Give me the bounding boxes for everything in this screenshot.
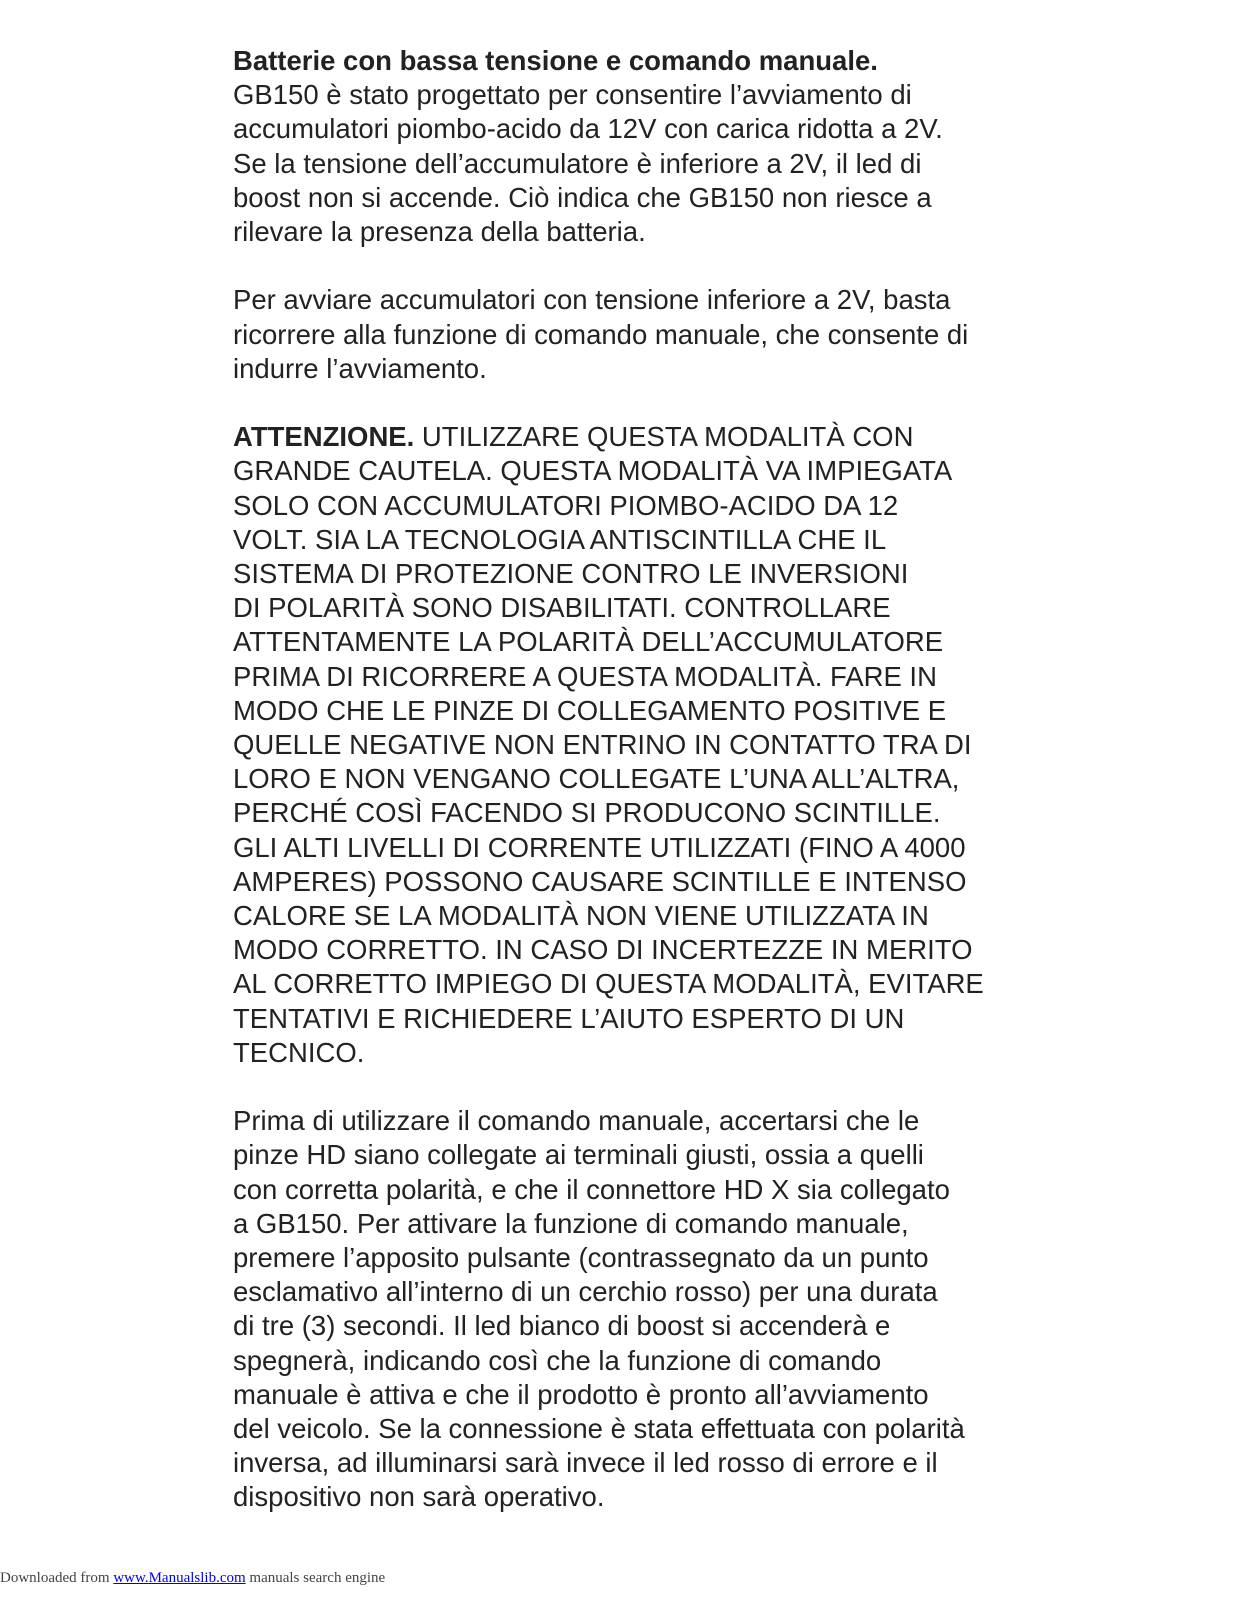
warning-label: ATTENZIONE.: [233, 421, 415, 453]
text-line: del veicolo. Se la connessione è stata effettuata con polarità: [233, 1413, 965, 1445]
text-line: rilevare la presenza della batteria.: [233, 216, 646, 248]
section-manual-override: [233, 283, 1013, 386]
warning-line: AL CORRETTO IMPIEGO DI QUESTA MODALITÀ, EVITARE: [233, 968, 984, 1000]
text-line: a GB150. Per attivare la funzione di comando manuale,: [233, 1207, 909, 1239]
download-footer: [0, 1570, 385, 1587]
warning-line: TECNICO.: [233, 1036, 365, 1068]
text-line: manuale è attiva e che il prodotto è pronto all’avviamento: [233, 1378, 929, 1410]
warning-line: MODO CORRETTO. IN CASO DI INCERTEZZE IN MERITO: [233, 934, 973, 966]
warning-line: PRIMA DI RICORRERE A QUESTA MODALITÀ. FARE IN: [233, 660, 937, 692]
text-line: ricorrere alla funzione di comando manuale, che consente di: [233, 318, 969, 350]
warning-block: [233, 420, 1013, 1070]
text-line: indurre l’avviamento.: [233, 352, 487, 384]
warning-first-line-text: UTILIZZARE QUESTA MODALITÀ CON: [414, 421, 914, 453]
text-line: Prima di utilizzare il comando manuale, accertarsi che le: [233, 1105, 920, 1137]
warning-line: LORO E NON VENGANO COLLEGATE L’UNA ALL’ALTRA,: [233, 763, 960, 795]
manualslib-link[interactable]: www.Manualslib.com: [113, 1570, 246, 1586]
warning-line: SOLO CON ACCUMULATORI PIOMBO-ACIDO DA 12: [233, 489, 899, 521]
warning-line: VOLT. SIA LA TECNOLOGIA ANTISCINTILLA CHE IL: [233, 523, 887, 555]
warning-line: CALORE SE LA MODALITÀ NON VIENE UTILIZZATA IN: [233, 900, 929, 932]
document-body: [233, 44, 1013, 1549]
warning-line: TENTATIVI E RICHIEDERE L’AIUTO ESPERTO DI UN: [233, 1002, 905, 1034]
text-line: con corretta polarità, e che il connettore HD X sia collegato: [233, 1173, 950, 1205]
warning-line: SISTEMA DI PROTEZIONE CONTRO LE INVERSIONI: [233, 558, 909, 590]
text-line: dispositivo non sarà operativo.: [233, 1481, 605, 1513]
section-heading: Batterie con bassa tensione e comando manuale.: [233, 45, 878, 76]
warning-line: MODO CHE LE PINZE DI COLLEGAMENTO POSITIVE E: [233, 694, 947, 726]
warning-line: GRANDE CAUTELA. QUESTA MODALITÀ VA IMPIEGATA: [233, 455, 953, 487]
text-line: pinze HD siano collegate ai terminali giusti, ossia a quelli: [233, 1139, 924, 1171]
warning-line: ATTENTAMENTE LA POLARITÀ DELL’ACCUMULATORE: [233, 626, 944, 658]
text-line: Se la tensione dell’accumulatore è inferiore a 2V, il led di: [233, 147, 922, 179]
text-line: di tre (3) secondi. Il led bianco di boost si accenderà e: [233, 1310, 891, 1342]
text-line: spegnerà, indicando così che la funzione di comando: [233, 1344, 882, 1376]
warning-line: QUELLE NEGATIVE NON ENTRINO IN CONTATTO TRA DI: [233, 729, 972, 761]
section-low-voltage: [233, 44, 1013, 249]
text-line: accumulatori piombo-acido da 12V con carica ridotta a 2V.: [233, 113, 943, 145]
warning-line: PERCHÉ COSÌ FACENDO SI PRODUCONO SCINTILLE.: [233, 797, 941, 829]
warning-line: AMPERES) POSSONO CAUSARE SCINTILLE E INTENSO: [233, 865, 967, 897]
footer-prefix: Downloaded from: [0, 1570, 114, 1586]
text-line: Per avviare accumulatori con tensione inferiore a 2V, basta: [233, 284, 951, 316]
warning-line: GLI ALTI LIVELLI DI CORRENTE UTILIZZATI (FINO A 4000: [233, 831, 966, 863]
text-line: boost non si accende. Ciò indica che GB150 non riesce a: [233, 181, 932, 213]
text-line: esclamativo all’interno di un cerchio rosso) per una durata: [233, 1276, 938, 1308]
section-instructions: [233, 1104, 1013, 1514]
text-line: GB150 è stato progettato per consentire l’avviamento di: [233, 79, 912, 111]
warning-line: DI POLARITÀ SONO DISABILITATI. CONTROLLARE: [233, 592, 891, 624]
warning-first-line: [233, 420, 1013, 454]
text-line: inversa, ad illuminarsi sarà invece il led rosso di errore e il: [233, 1447, 938, 1479]
text-line: premere l’apposito pulsante (contrassegnato da un punto: [233, 1242, 929, 1274]
footer-suffix: manuals search engine: [245, 1570, 386, 1586]
